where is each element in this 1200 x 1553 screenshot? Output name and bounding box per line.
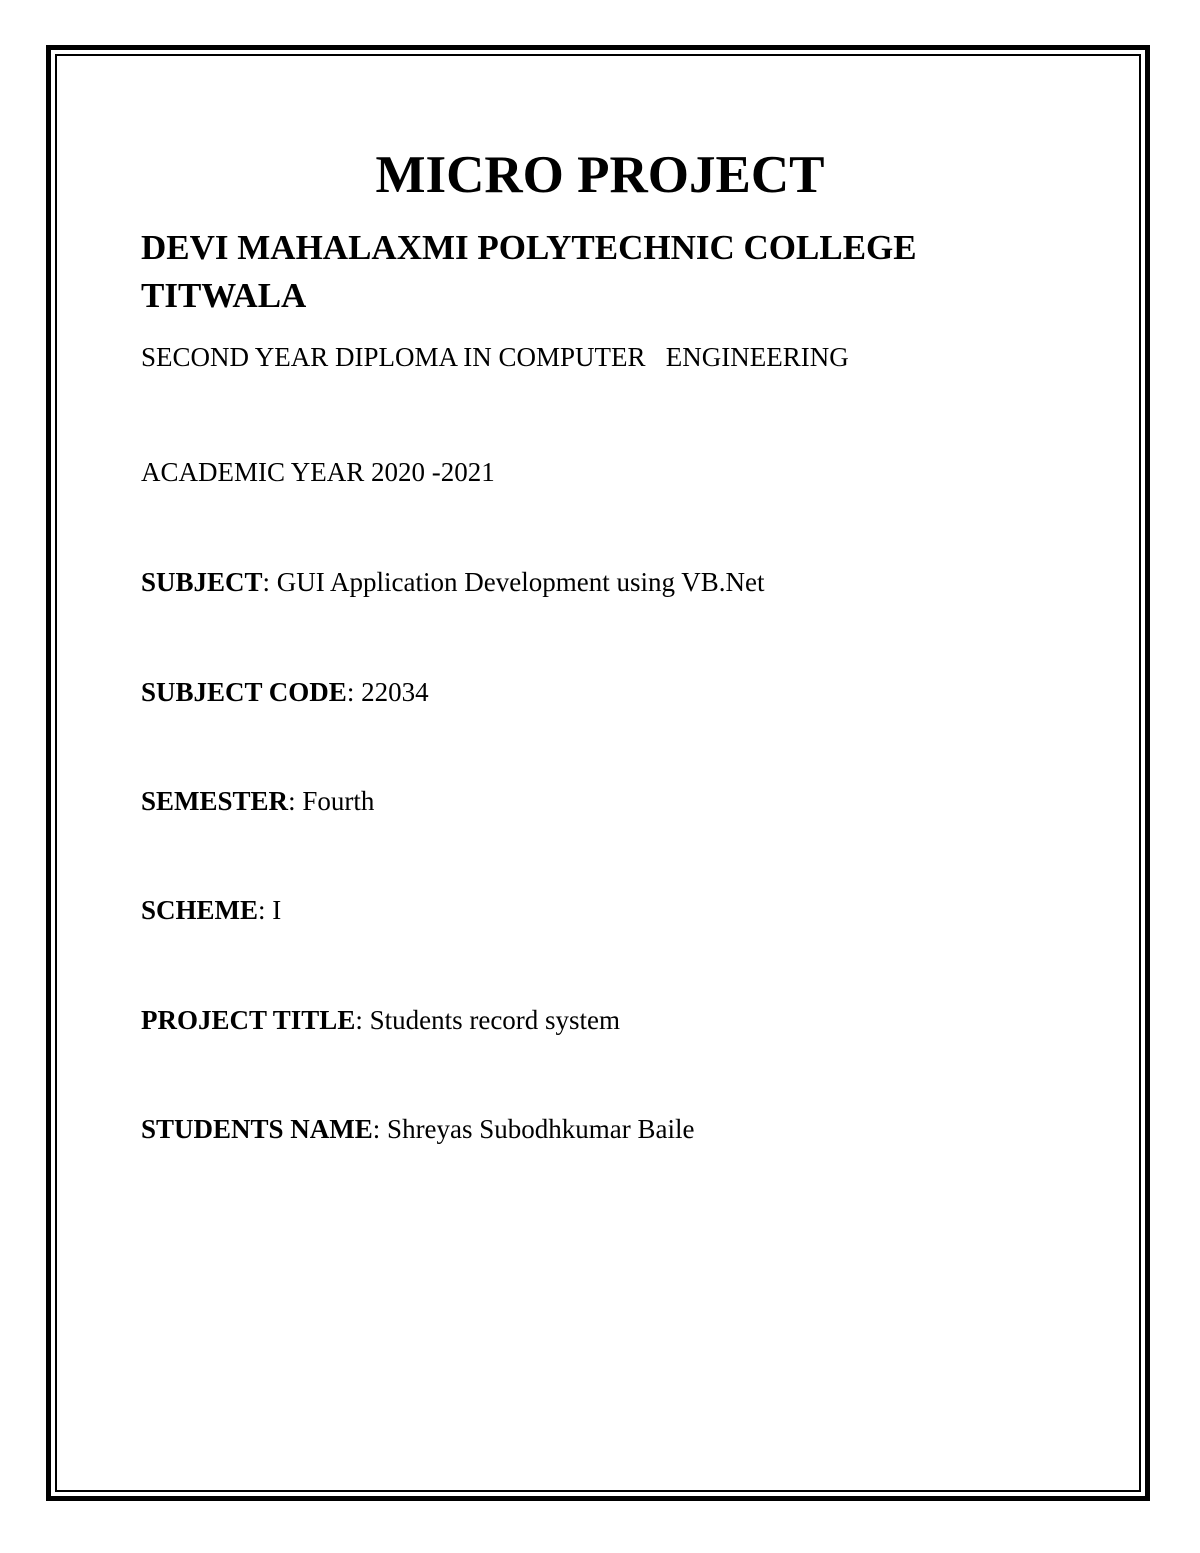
college-name: DEVI MAHALAXMI POLYTECHNIC COLLEGE TITWALA [141, 228, 917, 315]
project-title-line [141, 1003, 620, 1037]
scheme-value: : I [258, 895, 282, 925]
subject-line [141, 565, 765, 599]
subject-code-line [141, 675, 429, 709]
course-line: SECOND YEAR DIPLOMA IN COMPUTER ENGINEERING [141, 342, 849, 372]
semester-label: SEMESTER [141, 786, 289, 816]
semester-value: : Fourth [288, 786, 375, 816]
subject-label: SUBJECT [141, 567, 263, 597]
scheme-label: SCHEME [141, 895, 259, 925]
project-title-label: PROJECT TITLE [141, 1005, 356, 1035]
subject-code-label: SUBJECT CODE [141, 677, 347, 707]
students-name-line [141, 1112, 695, 1146]
project-title-value: : Students record system [355, 1005, 621, 1035]
subject-code-value: : 22034 [346, 677, 429, 707]
semester-line [141, 784, 374, 818]
students-name-label: STUDENTS NAME [141, 1114, 373, 1144]
academic-year-line: ACADEMIC YEAR 2020 -2021 [141, 457, 495, 487]
scheme-line [141, 893, 281, 927]
students-name-value: : Shreyas Subodhkumar Baile [372, 1114, 695, 1144]
subject-value: : GUI Application Development using VB.Net [262, 567, 765, 597]
document-title: MICRO PROJECT [375, 146, 825, 204]
